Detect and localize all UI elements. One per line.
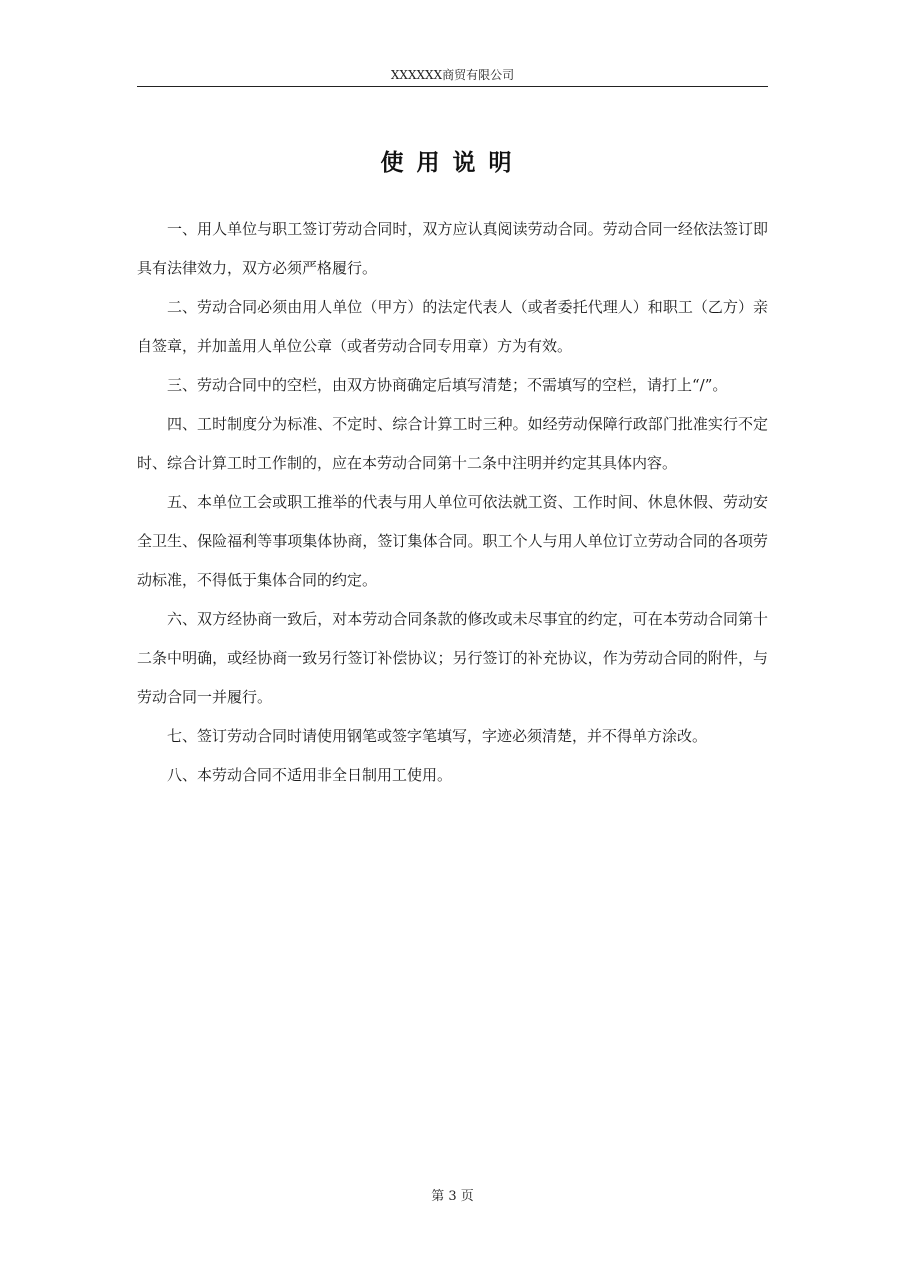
page-number: 第 3 页 bbox=[431, 1189, 474, 1204]
page-footer bbox=[137, 1185, 768, 1204]
header-company-name: XXXXXX商贸有限公司 bbox=[390, 68, 515, 82]
instruction-item-2: 二、劳动合同必须由用人单位（甲方）的法定代表人（或者委托代理人）和职工（乙方）亲自签章，并加盖用人单位公章（或者劳动合同专用章）方为有效。 bbox=[137, 298, 768, 355]
instruction-item-8: 八、本劳动合同不适用非全日制用工使用。 bbox=[167, 766, 453, 784]
instruction-item-6: 六、双方经协商一致后，对本劳动合同条款的修改或未尽事宜的约定，可在本劳动合同第十二条中明确，或经协商一致另行签订补偿协议；另行签订的补充协议，作为劳动合同的附件，与劳动合同一并履行。 bbox=[137, 610, 768, 706]
instruction-item-4: 四、工时制度分为标准、不定时、综合计算工时三种。如经劳动保障行政部门批准实行不定时、综合计算工时工作制的，应在本劳动合同第十二条中注明并约定其具体内容。 bbox=[137, 415, 768, 472]
instruction-item-3: 三、劳动合同中的空栏，由双方协商确定后填写清楚；不需填写的空栏，请打上“/”。 bbox=[167, 376, 728, 394]
document-body bbox=[137, 210, 768, 795]
instruction-item-7: 七、签订劳动合同时请使用钢笔或签字笔填写，字迹必须清楚，并不得单方涂改。 bbox=[167, 727, 708, 745]
instruction-item-1: 一、用人单位与职工签订劳动合同时，双方应认真阅读劳动合同。劳动合同一经依法签订即具有法律效力，双方必须严格履行。 bbox=[137, 220, 768, 277]
document-title: 使用说明 bbox=[380, 150, 525, 176]
page-header bbox=[137, 68, 768, 87]
instruction-item-5: 五、本单位工会或职工推举的代表与用人单位可依法就工资、工作时间、休息休假、劳动安全卫生、保险福利等事项集体协商，签订集体合同。职工个人与用人单位订立劳动合同的各项劳动标准，不得低于集体合同的约定。 bbox=[137, 493, 768, 589]
